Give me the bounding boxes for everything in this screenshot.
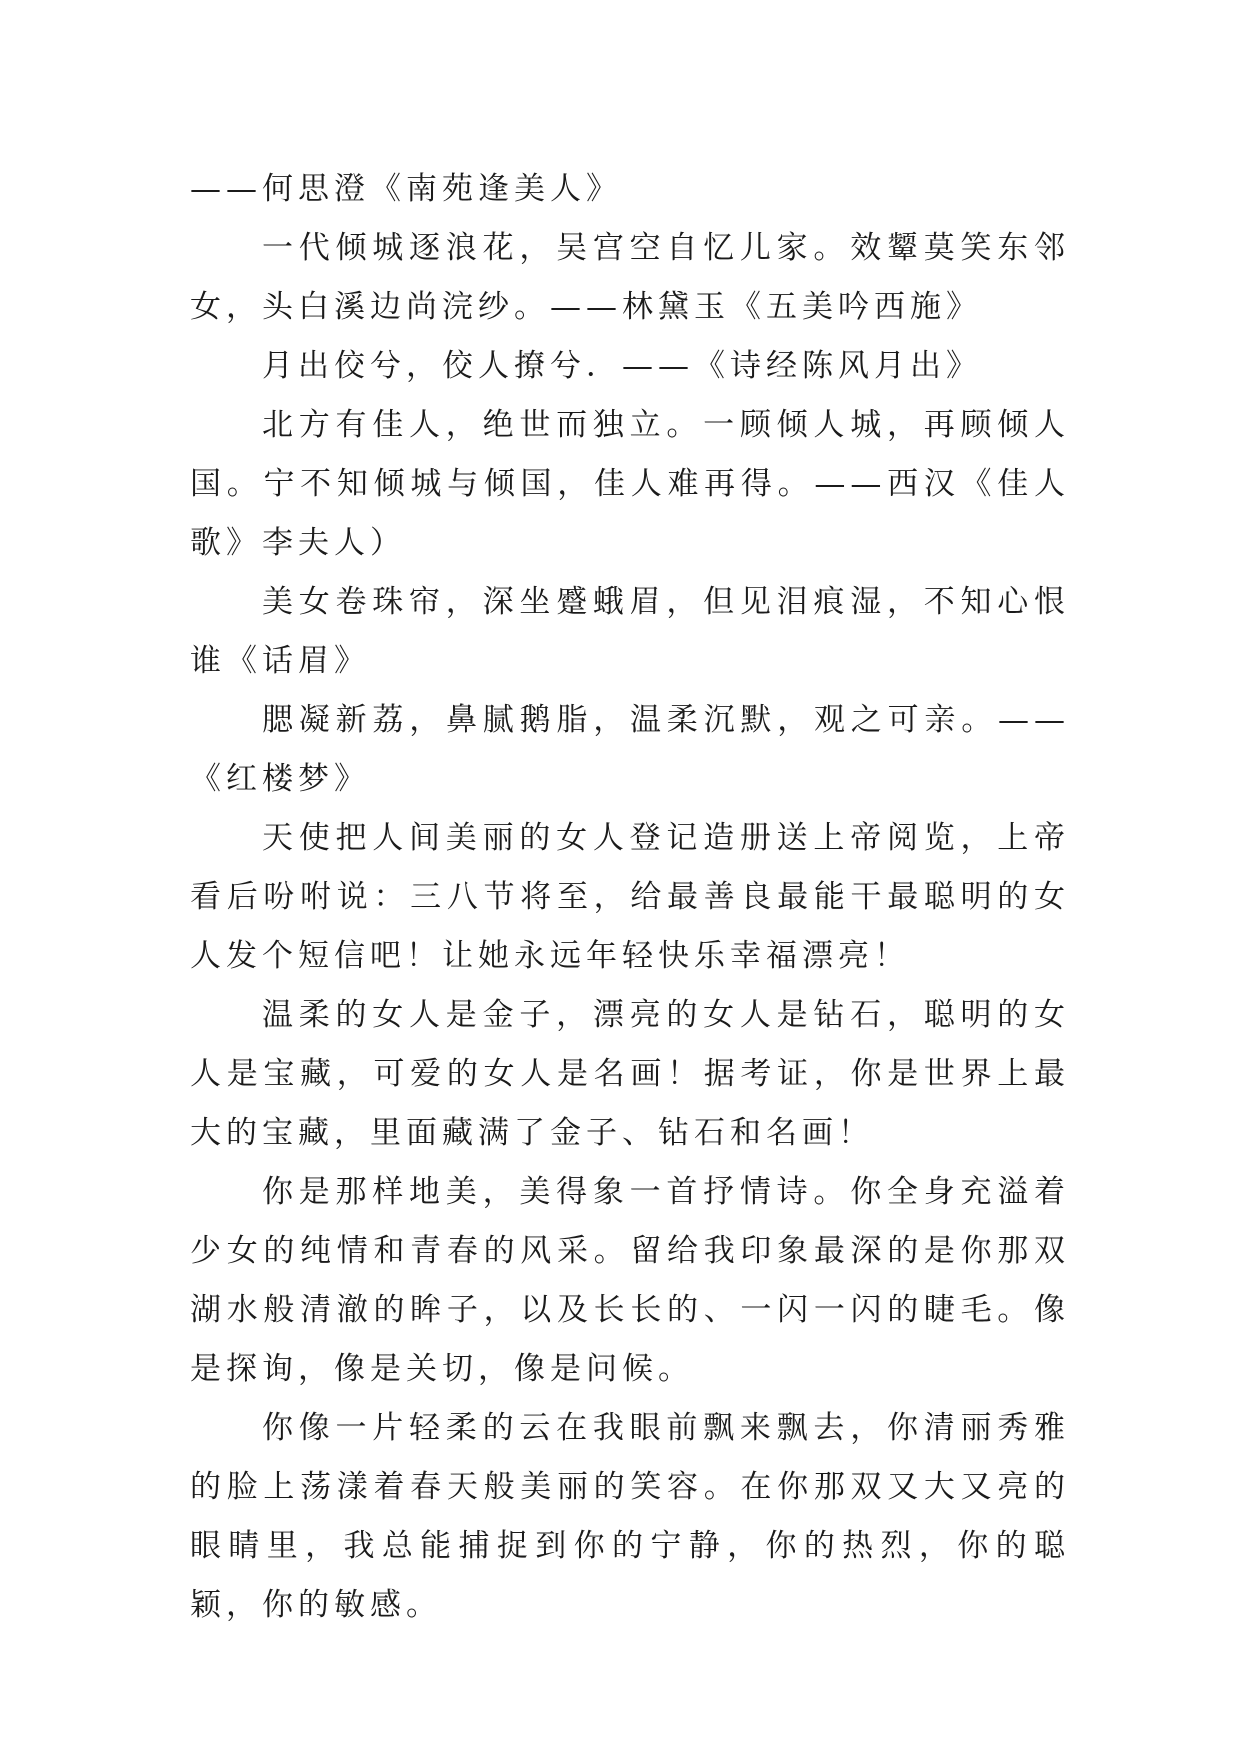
paragraph-hongloumeng: 腮凝新荔，鼻腻鹅脂，温柔沉默，观之可亲。——《红楼梦》 [190, 702, 1070, 797]
paragraph-treasure: 温柔的女人是金子，漂亮的女人是钻石，聪明的女人是宝藏，可爱的女人是名画！据考证，你是世界上最大的宝藏，里面藏满了金子、钻石和名画！ [190, 997, 1070, 1151]
document-body [190, 160, 1070, 1635]
paragraph-attribution: ——何思澄《南苑逢美人》 [190, 171, 622, 207]
paragraph-lyric-poem: 你是那样地美，美得象一首抒情诗。你全身充溢着少女的纯情和青春的风采。留给我印象最深的是你那双湖水般清澈的眸子，以及长长的、一闪一闪的睫毛。像是探询，像是关切，像是问候。 [190, 1174, 1070, 1387]
paragraph-poem-xishi: 一代倾城逐浪花，吴宫空自忆儿家。效颦莫笑东邻女，头白溪边尚浣纱。——林黛玉《五美吟西施》 [190, 230, 1070, 325]
paragraph-shijing: 月出佼兮，佼人撩兮．——《诗经陈风月出》 [262, 348, 982, 384]
paragraph-jiaren-ge: 北方有佳人，绝世而独立。一顾倾人城，再顾倾人国。宁不知倾城与倾国，佳人难再得。——西汉《佳人歌》李夫人） [190, 407, 1070, 561]
paragraph-angel: 天使把人间美丽的女人登记造册送上帝阅览，上帝看后吩咐说：三八节将至，给最善良最能干最聪明的女人发个短信吧！让她永远年轻快乐幸福漂亮！ [190, 820, 1070, 974]
paragraph-cloud: 你像一片轻柔的云在我眼前飘来飘去，你清丽秀雅的脸上荡漾着春天般美丽的笑容。在你那双又大又亮的眼睛里，我总能捕捉到你的宁静，你的热烈，你的聪颖，你的敏感。 [190, 1410, 1070, 1623]
paragraph-huamei: 美女卷珠帘，深坐蹙蛾眉，但见泪痕湿，不知心恨谁《话眉》 [190, 584, 1070, 679]
